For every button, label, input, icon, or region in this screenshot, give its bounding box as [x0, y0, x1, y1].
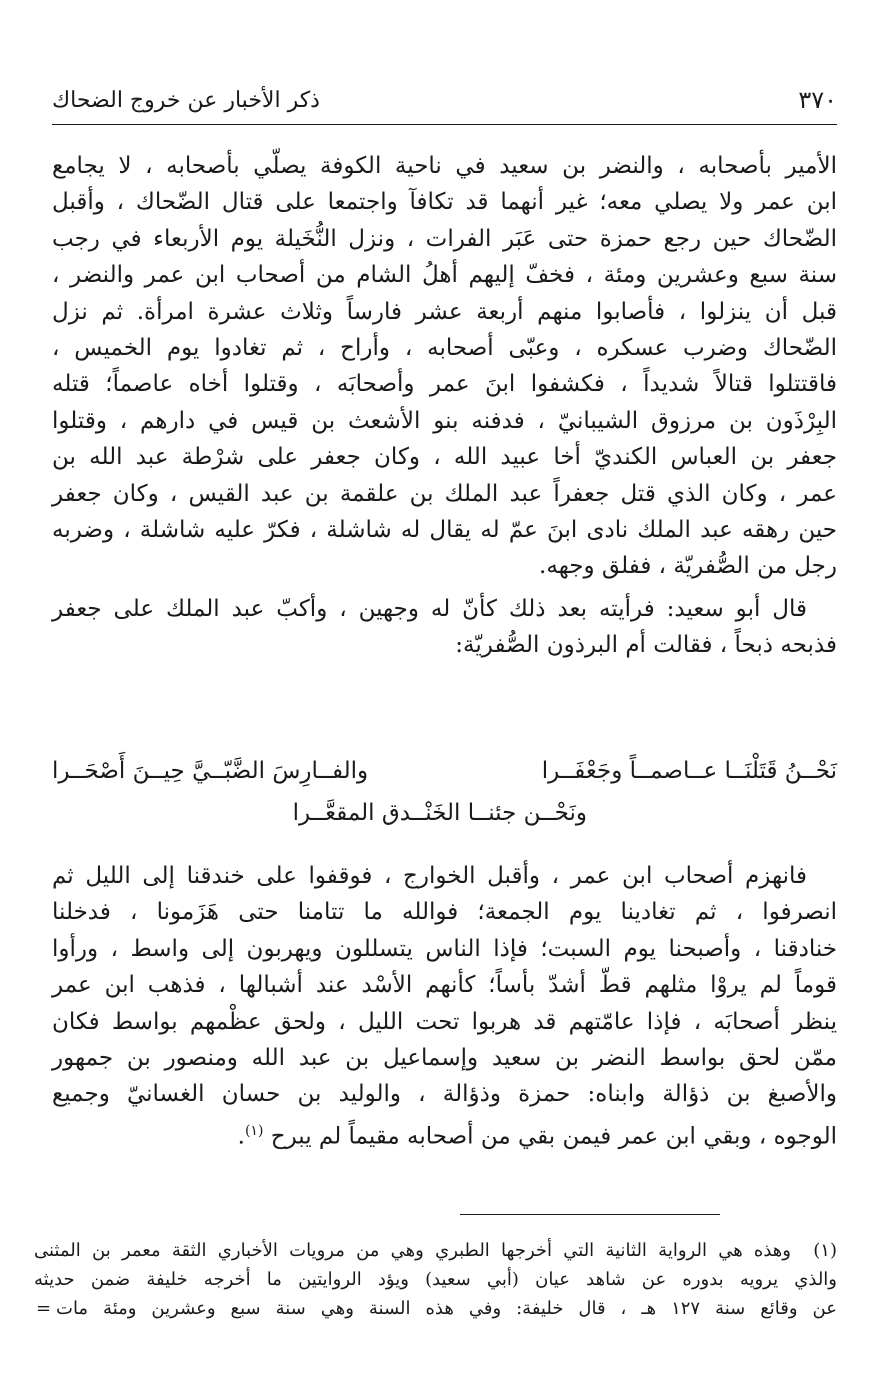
text-line: فذبحه ذبحاً ، فقالت أم البرذون الصُّفريّة:	[455, 632, 837, 659]
footnote-line: عن وقائع سنة ١٢٧ هـ ، قال خليفة: وفي هذه السنة وهي سنة سبع وعشرين ومئة مات	[56, 1298, 837, 1319]
text-line: رجل من الصُّفريّة ، ففلق وجهه.	[539, 553, 837, 580]
text-line: الضّحاك حين رجع حمزة حتى عَبَر الفرات ، ونزل النُّخَيلة يوم الأربعاء في رجب	[52, 225, 837, 252]
footnote-divider	[460, 1214, 720, 1215]
text-line: فاقتتلوا قتالاً شديداً ، فكشفوا ابنَ عمر وأصحابَه ، وقتلوا أخاه عاصماً؛ قتله	[52, 371, 837, 398]
text-line: الأمير بأصحابه ، والنضر بن سعيد في ناحية الكوفة يصلّي بأصحابه ، لا يجامع	[52, 153, 837, 179]
footnote-marker: (١)	[813, 1240, 837, 1261]
footnote-line: وهذه هي الرواية الثانية التي أخرجها الطبري وهي من مرويات الأخباري الثقة معمر بن المثنى	[34, 1240, 791, 1261]
paragraph-1	[52, 148, 837, 585]
text-line: سنة سبع وعشرين ومئة ، فخفّ إليهم أهلُ الشام من أصحاب ابن عمر والنضر ،	[52, 262, 837, 289]
text-line: البِرْذَون بن مرزوق الشيبانيّ ، فدفنه بنو الأشعث بن قيس في دارهم ، وقتلوا	[52, 407, 837, 434]
continuation-mark: =	[36, 1298, 52, 1319]
text-line: خنادقنا ، وأصبحنا يوم السبت؛ فإذا الناس يتسللون ويهربون إلى واسط ، ورأوا	[52, 935, 837, 962]
text-line: الوجوه ، وبقي ابن عمر فيمن بقي من أصحابه مقيماً لم يبرح	[270, 1123, 837, 1150]
page-header	[52, 84, 837, 125]
main-text-continued	[52, 858, 837, 1149]
page-number: ٣٧٠	[798, 86, 837, 114]
text-line: حين رهقه عبد الملك نادى ابنَ عمّ له يقال له شاشلة ، فكرّ عليه شاشلة ، وضربه	[52, 516, 837, 543]
text-line: انصرفوا ، ثم تغادينا يوم الجمعة؛ فوالله ما تتامنا حتى هَزَمونا ، فدخلنا	[52, 899, 837, 926]
verse-hemistich-right: نَحْــنُ قَتَلْنَــا عــاصمــاً وجَعْفَــرا	[541, 758, 837, 784]
footnotes	[34, 1236, 837, 1323]
text-line: جعفر بن العباس الكنديّ أخا عبيد الله ، وكان جعفر على شرْطة عبد الله بن	[52, 444, 837, 471]
text-line: ابن عمر ولا يصلي معه؛ غير أنهما قد تكافآ واجتمعا على قتال الضّحاك ، وأقبل	[52, 189, 837, 216]
text-line-last: الوجوه ، وبقي ابن عمر فيمن بقي من أصحابه مقيماً لم يبرح $^{(١)}$.	[237, 1122, 837, 1150]
verse-hemistich: ونَحْــن جئنــا الخَنْــدق المقعَّــرا	[292, 800, 587, 826]
footnote-line: والذي يرويه بدوره عن شاهد عيان (أبي سعيد) ويؤد الروايتين ما أخرجه خليفة ضمن حديثه	[34, 1269, 837, 1290]
verse-line-2	[52, 800, 837, 840]
paragraph-2	[52, 591, 837, 664]
text-line: الضّحاك وضرب عسكره ، وعبّى أصحابه ، وأراح ، ثم تغادوا يوم الخميس ،	[52, 334, 837, 361]
text-line: والأصبغ بن ذؤالة وابناه: حمزة وذؤالة ، والوليد بن حسان الغسانيّ وجميع	[52, 1081, 837, 1108]
text-line: قال أبو سعيد: فرأيته بعد ذلك كأنّ له وجهين ، وأكبّ عبد الملك على جعفر	[52, 595, 807, 622]
verse-hemistich-left: والفــارِسَ الضَّبّــيَّ حِيــنَ أَصْحَــرا	[52, 758, 369, 784]
text-line: قوماً لم يروْا مثلهم قطّ أشدّ بأساً؛ كأنهم الأسْد عند أشبالها ، فذهب ابن عمر	[52, 972, 837, 999]
text-line: قبل أن ينزلوا ، فأصابوا منهم أربعة عشر فارساً وثلاث عشرة امرأة. ثم نزل	[52, 298, 837, 325]
text-line: ينظر أصحابَه ، فإذا عامّتهم قد هربوا تحت الليل ، ولحق عظْمهم بواسط فكان	[52, 1008, 838, 1035]
paragraph-3	[52, 858, 837, 1149]
text-line: عمر ، وكان الذي قتل جعفراً عبد الملك بن علقمة بن عبد القيس ، وكان جعفر	[52, 480, 837, 507]
text-line: فانهزم أصحاب ابن عمر ، وأقبل الخوارج ، فوقفوا على خندقنا إلى الليل ثم	[52, 863, 807, 889]
footnote-reference[interactable]: (١)	[244, 1122, 264, 1139]
main-text	[52, 148, 837, 663]
running-title: ذكر الأخبار عن خروج الضحاك	[52, 88, 320, 113]
verse-line-1	[52, 758, 837, 798]
text-line: ممّن لحق بواسط النضر بن سعيد وإسماعيل بن عبد الله ومنصور بن جمهور	[52, 1044, 837, 1071]
